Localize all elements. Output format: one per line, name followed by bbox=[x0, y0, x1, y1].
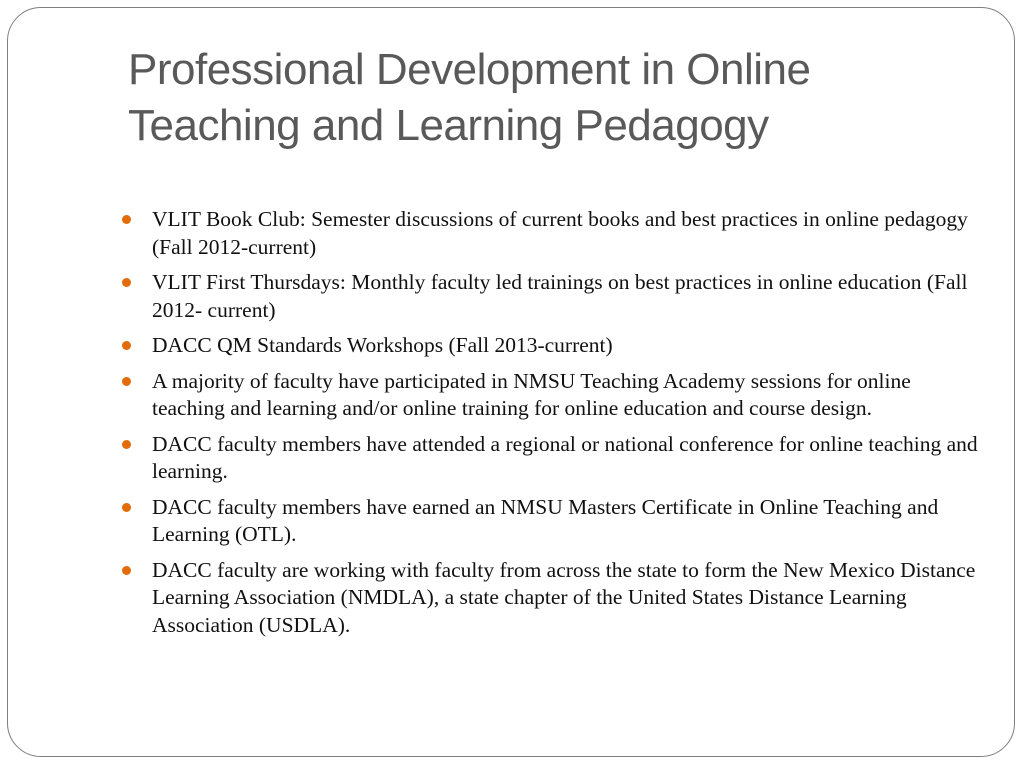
bullet-dot-icon bbox=[122, 440, 131, 449]
bullet-dot-icon bbox=[122, 566, 131, 575]
bullet-item-nmdla bbox=[120, 557, 980, 640]
bullet-item-qm-workshops bbox=[120, 332, 980, 360]
bullet-text: VLIT Book Club: Semester discussions of current books and best practices in online pedagogy (Fall 2012-current) bbox=[152, 207, 968, 259]
bullet-dot-icon bbox=[122, 377, 131, 386]
bullet-item-teaching-academy bbox=[120, 368, 980, 423]
bullet-text: DACC QM Standards Workshops (Fall 2013-current) bbox=[152, 333, 613, 357]
bullet-text: VLIT First Thursdays: Monthly faculty led trainings on best practices in online education (Fall 2012- current) bbox=[152, 270, 968, 322]
bullet-item-first-thursdays bbox=[120, 269, 980, 324]
bullet-dot-icon bbox=[122, 503, 131, 512]
slide-frame bbox=[7, 7, 1015, 757]
bullet-dot-icon bbox=[122, 278, 131, 287]
bullet-text: DACC faculty members have attended a regional or national conference for online teaching and learning. bbox=[152, 431, 978, 483]
title-line-1: Professional Development in Online bbox=[128, 45, 811, 94]
bullet-item-otl-certificate bbox=[120, 494, 980, 549]
bullet-dot-icon bbox=[122, 341, 131, 350]
bullet-list bbox=[120, 206, 980, 647]
bullet-text: DACC faculty are working with faculty from across the state to form the New Mexico Distance Learning Association (NMDLA), a state chapter of the United States Distance Learning Association (USDLA). bbox=[152, 557, 976, 637]
title-line-2: Teaching and Learning Pedagogy bbox=[128, 101, 769, 150]
bullet-item-conference bbox=[120, 431, 980, 486]
slide-title bbox=[128, 42, 988, 154]
bullet-item-book-club bbox=[120, 206, 980, 261]
bullet-dot-icon bbox=[122, 215, 131, 224]
bullet-text: A majority of faculty have participated in NMSU Teaching Academy sessions for online teaching and learning and/or online training for online education and course design. bbox=[152, 368, 911, 420]
bullet-text: DACC faculty members have earned an NMSU Masters Certificate in Online Teaching and Learning (OTL). bbox=[152, 494, 939, 546]
